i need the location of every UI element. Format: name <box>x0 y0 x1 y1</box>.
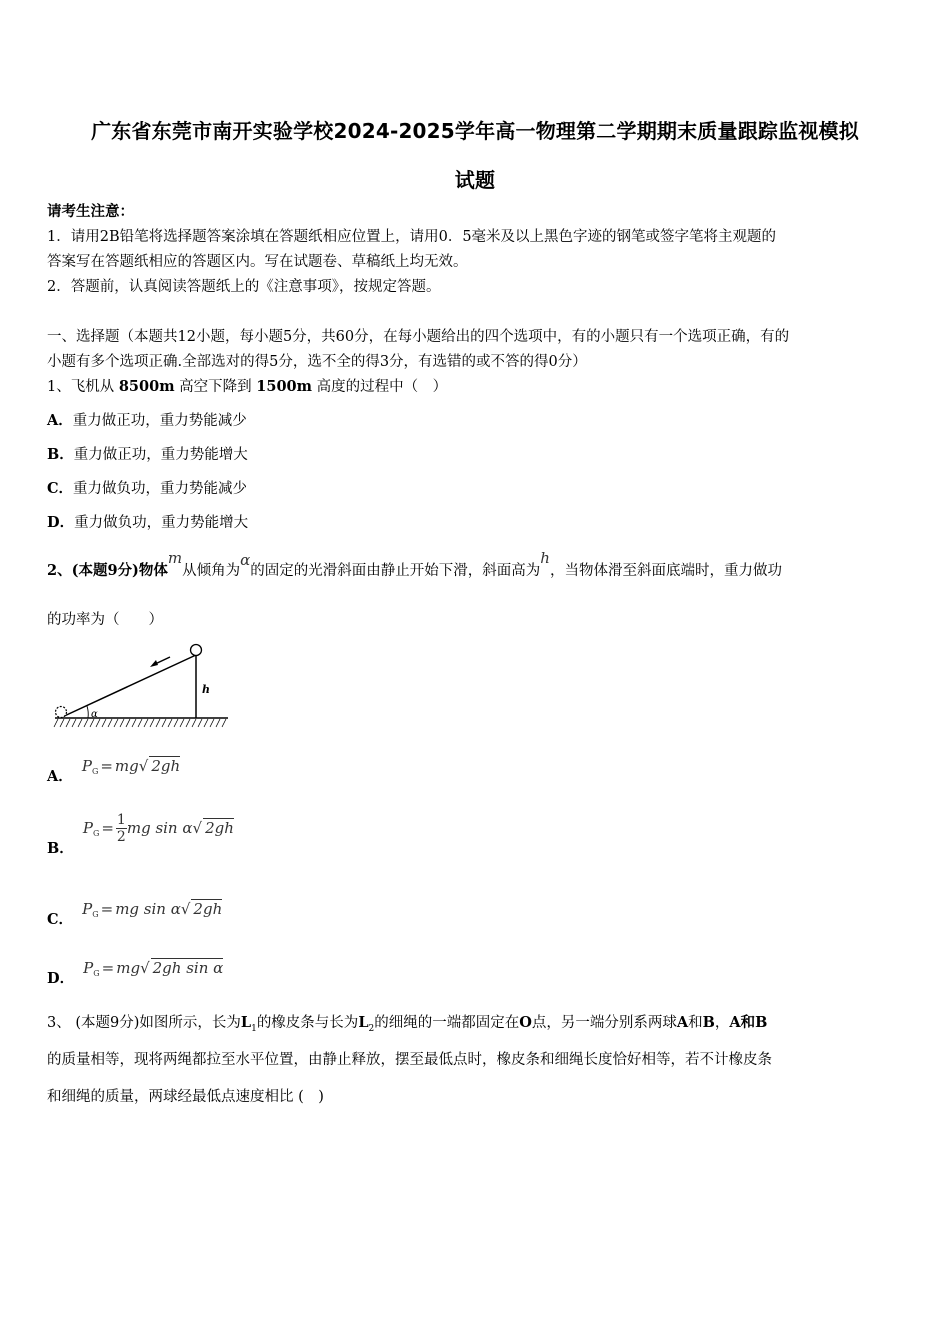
q2-option-b: B． $P_G$ = $\frac{1}{2}$ mg sin α√ 2gh <box>47 812 234 857</box>
label-alpha: α <box>91 709 98 720</box>
q1-option-d: D．重力做负功，重力势能增大 <box>47 514 249 531</box>
question-3-stem: 3、 (本题9分)如图所示，长为$L_1$的橡皮条与长为$L_2$的细绳的一端都固定在O点，另一端分别系两球A和B，A和B <box>47 1014 768 1034</box>
question-2-stem: 2、(本题9分)物体m从倾角为α的固定的光滑斜面由静止开始下滑，斜面高为h，当物体滑至斜面底端时，重力做功 <box>47 549 782 579</box>
incline-figure <box>50 640 232 732</box>
section-header-line1: 一、选择题（本题共12小题，每小题5分，共60分，在每小题给出的四个选项中，有的小题只有一个选项正确，有的 <box>47 329 790 345</box>
q2-option-a: A． $P_G = mg√$ 2gh <box>47 757 181 785</box>
question-3-line2: 的质量相等，现将两绳都拉至水平位置，由静止释放，摆至最低点时，橡皮条和细绳长度恰好相等，若不计橡皮条 <box>47 1052 772 1068</box>
q2-option-d: D． $P_G = mg√$ 2gh sin α <box>47 959 224 987</box>
angle-arc <box>87 706 88 718</box>
page-title: 广东省东莞市南开实验学校2024-2025学年高一物理第二学期期末质量跟踪监视模拟 <box>91 119 859 143</box>
question-3-line3: 和细绳的质量，两球经最低点速度相比 ( ) <box>47 1089 324 1105</box>
arrow-head <box>150 660 158 667</box>
notice-item2: 2．答题前，认真阅读答题纸上的《注意事项》，按规定答题。 <box>47 279 441 295</box>
notice-item1-line2: 答案写在答题纸相应的答题区内。写在试题卷、草稿纸上均无效。 <box>47 254 468 270</box>
ground-hatching <box>54 719 226 727</box>
label-h: h <box>202 683 210 696</box>
notice-item1-line1: 1．请用2B铅笔将选择题答案涂填在答题纸相应位置上，请用0．5毫米及以上黑色字迹的钢笔或签字笔将主观题的 <box>47 229 777 245</box>
ball-top <box>191 645 202 656</box>
question-1-stem: 1、飞机从 8500m 高空下降到 1500m 高度的过程中（ ） <box>47 378 448 395</box>
q1-option-b: B．重力做正功，重力势能增大 <box>47 446 248 463</box>
notice-heading: 请考生注意： <box>47 203 134 220</box>
q2-option-c: C． $P_G$ = mg sin α√ 2gh <box>47 900 223 928</box>
question-2-stem-line2: 的功率为（ ） <box>47 612 163 628</box>
section-header-line2: 小题有多个选项正确.全部选对的得5分，选不全的得3分，有选错的或不答的得0分） <box>47 354 587 370</box>
ball-bottom <box>56 707 67 718</box>
page-title-line2: 试题 <box>454 168 496 192</box>
q1-option-a: A．重力做正功，重力势能减少 <box>47 412 247 429</box>
q1-option-c: C．重力做负功，重力势能减少 <box>47 480 248 497</box>
incline-surface <box>60 655 196 718</box>
